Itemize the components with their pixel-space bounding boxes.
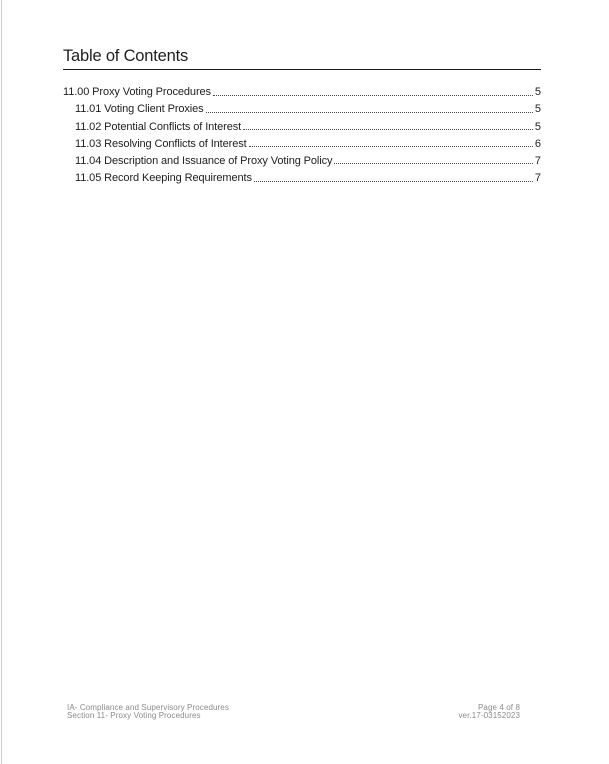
dot-leader [206, 112, 533, 113]
toc-entry[interactable] [63, 115, 541, 132]
footer-doc-title: IA- Compliance and Supervisory Procedures [67, 703, 229, 712]
dot-leader [213, 95, 533, 96]
dot-leader [334, 163, 532, 164]
toc-entry[interactable] [63, 81, 541, 98]
toc-entry-page: 5 [534, 120, 541, 133]
toc-entry-label: 11.02 Potential Conflicts of Interest [75, 120, 242, 133]
page-footer [67, 704, 520, 721]
footer-section-title: Section 11- Proxy Voting Procedures [67, 711, 201, 721]
page-left-edge [1, 0, 2, 764]
toc-entry[interactable] [63, 167, 541, 184]
toc-entry-label: 11.03 Resolving Conflicts of Interest [75, 137, 247, 150]
toc-entry-page: 6 [534, 137, 541, 150]
dot-leader [249, 146, 533, 147]
footer-version: ver.17-03152023 [458, 711, 520, 721]
toc-entry-page: 7 [534, 154, 541, 167]
table-of-contents [63, 81, 541, 184]
toc-entry-page: 5 [534, 86, 541, 99]
toc-entry-page: 7 [534, 172, 541, 185]
footer-document-info [67, 704, 229, 721]
toc-entry-page: 5 [534, 103, 541, 116]
dot-leader [243, 129, 533, 130]
page-title: Table of Contents [63, 0, 541, 70]
toc-entry-label: 11.04 Description and Issuance of Proxy Voting Policy [75, 154, 333, 167]
toc-entry-label: 11.00 Proxy Voting Procedures [63, 86, 211, 99]
toc-entry-label: 11.05 Record Keeping Requirements [75, 172, 252, 185]
footer-page-number: Page 4 of 8 [477, 703, 520, 712]
footer-page-info [458, 704, 520, 721]
toc-entry[interactable] [63, 98, 541, 115]
dot-leader [254, 181, 533, 182]
toc-entry[interactable] [63, 150, 541, 167]
toc-entry[interactable] [63, 133, 541, 150]
toc-entry-label: 11.01 Voting Client Proxies [75, 103, 204, 116]
page-content [63, 0, 541, 184]
